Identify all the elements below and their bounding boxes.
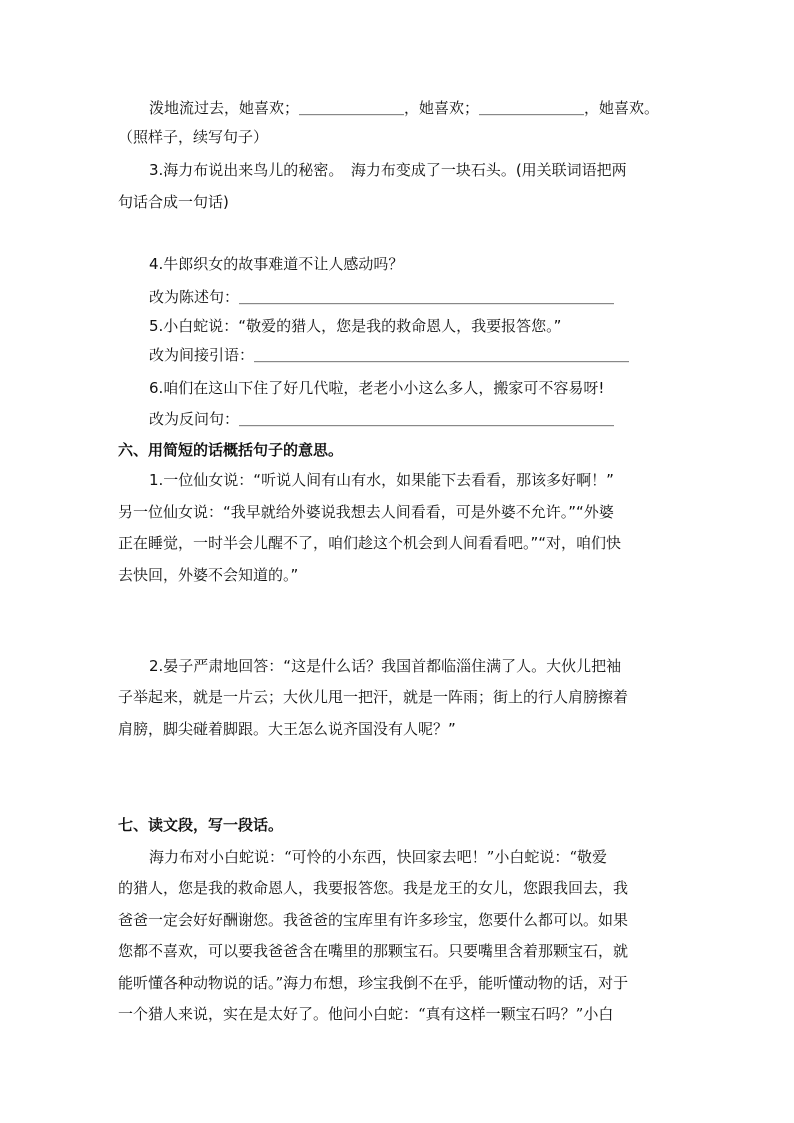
passage-line: 一个猎人来说，实在是太好了。他问小白蛇：“真有这样一颗宝石吗？”小白 — [118, 1005, 614, 1023]
answer-line: 改为陈述句：＿＿＿＿＿＿＿＿＿＿＿＿＿＿＿＿＿＿＿＿＿＿＿＿＿ — [149, 288, 615, 306]
text-line: 另一位仙女说：“我早就给外婆说我想去人间看看，可是外婆不允许。”“外婆 — [118, 503, 614, 521]
text-line: 正在睡觉，一时半会儿醒不了，咱们趁这个机会到人间看看吧。”“对，咱们快 — [118, 534, 622, 552]
text-line: 1.一位仙女说：“听说人间有山有水，如果能下去看看，那该多好啊！” — [149, 471, 614, 489]
text-line: 2.晏子严肃地回答：“这是什么话？我国首都临淄住满了人。大伙儿把袖 — [149, 657, 622, 675]
section-heading: 六、用简短的话概括句子的意思。 — [118, 441, 344, 459]
passage-line: 的猎人，您是我的救命恩人，我要报答您。我是龙王的女儿，您跟我回去，我 — [118, 879, 629, 897]
text-line: 子举起来，就是一片云；大伙儿甩一把汗，就是一阵雨；街上的行人肩膀擦着 — [118, 688, 629, 706]
passage-line: 爸爸一定会好好酬谢您。我爸爸的宝库里有许多珍宝，您要什么都可以。如果 — [118, 911, 629, 929]
text-line: 3.海力布说出来鸟儿的秘密。 海力布变成了一块石头。(用关联词语把两 — [149, 161, 627, 179]
answer-line: 改为反问句：＿＿＿＿＿＿＿＿＿＿＿＿＿＿＿＿＿＿＿＿＿＿＿＿＿ — [149, 410, 615, 428]
passage-line: 海力布对小白蛇说：“可怜的小东西，快回家去吧！”小白蛇说：“敬爱 — [149, 848, 608, 866]
text-line: 句话合成一句话) — [118, 193, 229, 211]
text-line: （照样子，续写句子） — [118, 128, 269, 146]
passage-line: 您都不喜欢，可以要我爸爸含在嘴里的那颗宝石。只要嘴里含着那颗宝石，就 — [118, 942, 629, 960]
passage-line: 能听懂各种动物说的话。”海力布想，珍宝我倒不在乎，能听懂动物的话，对于 — [118, 974, 629, 992]
text-line: 5.小白蛇说：“敬爱的猎人，您是我的救命恩人，我要报答您。” — [149, 317, 562, 335]
section-heading: 七、读文段，写一段话。 — [118, 816, 284, 834]
text-line: 4.牛郎织女的故事难道不让人感动吗？ — [149, 255, 404, 273]
text-line: 肩膀，脚尖碰着脚跟。大王怎么说齐国没有人呢？” — [118, 720, 456, 738]
text-line: 去快回，外婆不会知道的。” — [118, 566, 299, 584]
text-line: 泼地流过去，她喜欢；＿＿＿＿＿＿＿，她喜欢；＿＿＿＿＿＿＿，她喜欢。 — [149, 99, 660, 117]
answer-line: 改为间接引语：＿＿＿＿＿＿＿＿＿＿＿＿＿＿＿＿＿＿＿＿＿＿＿＿＿ — [149, 346, 630, 364]
text-line: 6.咱们在这山下住了好几代啦，老老小小这么多人，搬家可不容易呀! — [149, 379, 605, 397]
